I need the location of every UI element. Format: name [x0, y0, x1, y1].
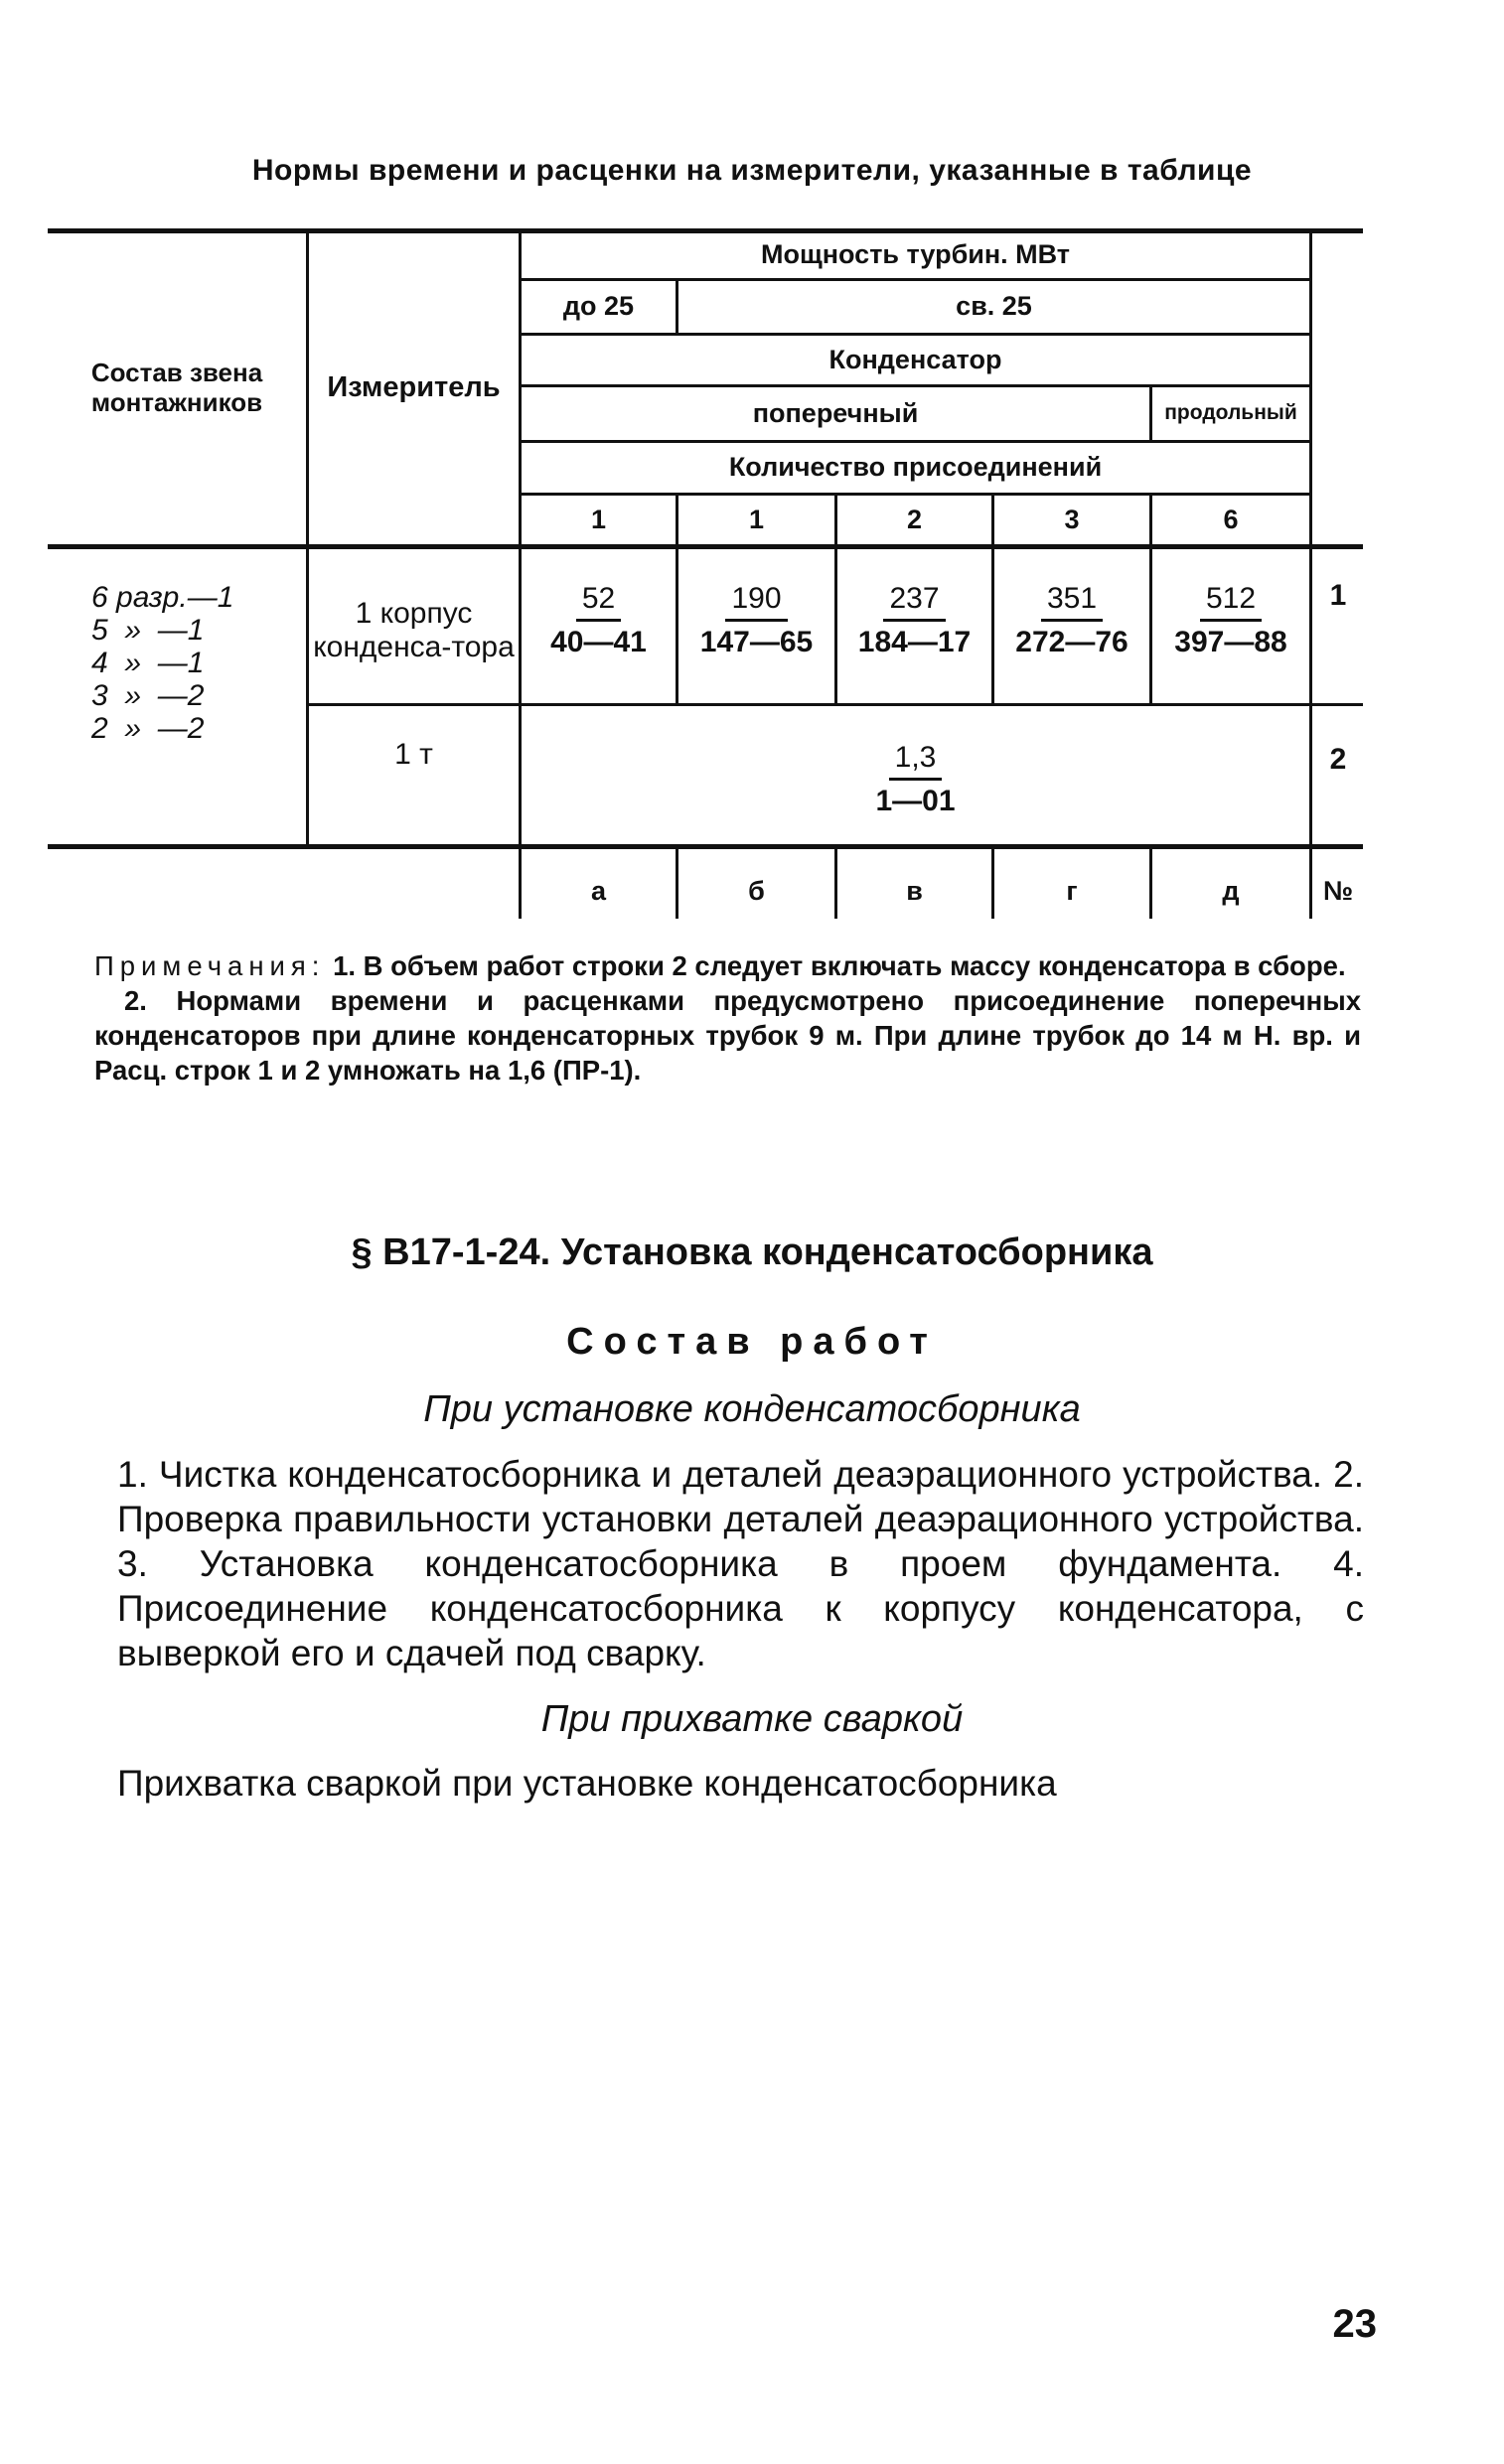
conn-count-a: 1	[590, 504, 607, 534]
price-value: 184—17	[857, 625, 972, 658]
col-letter-e: д	[1222, 875, 1240, 906]
header-power-high: св. 25	[956, 291, 1032, 322]
price-value: 397—88	[1174, 625, 1287, 658]
table-caption: Нормы времени и расценки на измерители, указанные в таблице	[251, 154, 1253, 187]
conn-count-b: 1	[748, 504, 765, 534]
crew-line: 2 » —2	[91, 712, 205, 745]
price-value: 1—01	[875, 784, 956, 817]
header-condenser: Конденсатор	[828, 344, 1002, 374]
crew-line: 6 разр.—1	[91, 581, 234, 614]
norm-value: 351	[1041, 582, 1103, 622]
norm-value: 52	[576, 582, 621, 622]
page-number: 23	[1332, 2302, 1377, 2346]
header-crew: Состав звена монтажников	[90, 357, 263, 417]
norm-value: 512	[1200, 582, 1262, 622]
col-letter-b: б	[748, 875, 765, 906]
conn-count-c: 2	[906, 504, 923, 534]
conn-count-d: 3	[1064, 504, 1080, 534]
row2-unit: 1 т	[394, 737, 433, 771]
subheading-installation: При установке конденсатосборника	[423, 1388, 1081, 1430]
conn-count-e: 6	[1223, 504, 1239, 534]
header-power-low: до 25	[562, 291, 635, 322]
row1-cell-a	[522, 576, 676, 665]
crew-list	[91, 581, 290, 745]
col-letter-a: а	[590, 875, 607, 906]
note-1: Примечания: 1. В объем работ строки 2 следует включать массу конденсатора в сборе.	[94, 950, 1346, 981]
col-letter-c: в	[906, 875, 923, 906]
header-connections: Количество присоединений	[728, 452, 1103, 483]
row1-unit: 1 корпус конденса-тора	[313, 596, 515, 663]
note-2: 2. Нормами времени и расценками предусмотрено присоединение поперечных конденсаторов при длине конденсаторных трубок 9 м. При длине трубок до 14 м Н. вр. и Расц. строк 1 и 2 умножать на 1,6 (ПР-1).	[94, 985, 1361, 1086]
row1-cell-b	[678, 576, 834, 665]
crew-line: 4 » —1	[91, 647, 205, 679]
paragraph-welding: Прихватка сваркой при установке конденсатосборника	[117, 1763, 1057, 1804]
row1-number: 1	[1329, 578, 1347, 612]
norm-value: 1,3	[889, 741, 943, 781]
price-value: 147—65	[699, 625, 814, 658]
col-letter-d: г	[1066, 875, 1078, 906]
work-composition-title: Состав работ	[566, 1321, 938, 1363]
row2-cell	[522, 735, 1309, 824]
header-unit: Измеритель	[327, 370, 501, 403]
notes-label: Примечания:	[94, 950, 326, 981]
col-number-label: №	[1322, 875, 1354, 906]
header-transverse: поперечный	[752, 397, 919, 428]
crew-line: 3 » —2	[91, 679, 205, 712]
paragraph-installation: 1. Чистка конденсатосборника и деталей деаэрационного устройства. 2. Проверка правильности установки деталей деаэрационного устройства. 3. Установка конденсатосборника в проем фундамента. 4. Присоединение конденсатосборника к корпусу конденсатора, с выверкой его и сдачей под сварку.	[117, 1454, 1364, 1673]
header-power: Мощность турбин. МВт	[760, 238, 1071, 269]
row1-cell-e	[1152, 576, 1309, 665]
row1-cell-c	[837, 576, 991, 665]
price-value: 40—41	[550, 625, 647, 658]
notes	[94, 948, 1361, 1087]
row1-cell-d	[994, 576, 1149, 665]
subheading-welding: При прихватке сваркой	[540, 1698, 964, 1740]
row2-number: 2	[1329, 742, 1347, 776]
header-longitudinal: продольный	[1164, 401, 1297, 425]
price-value: 272—76	[1015, 625, 1128, 658]
section-title: § В17-1-24. Установка конденсатосборника	[351, 1232, 1153, 1273]
norm-value: 237	[883, 582, 945, 622]
norm-value: 190	[725, 582, 787, 622]
crew-line: 5 » —1	[91, 614, 205, 647]
